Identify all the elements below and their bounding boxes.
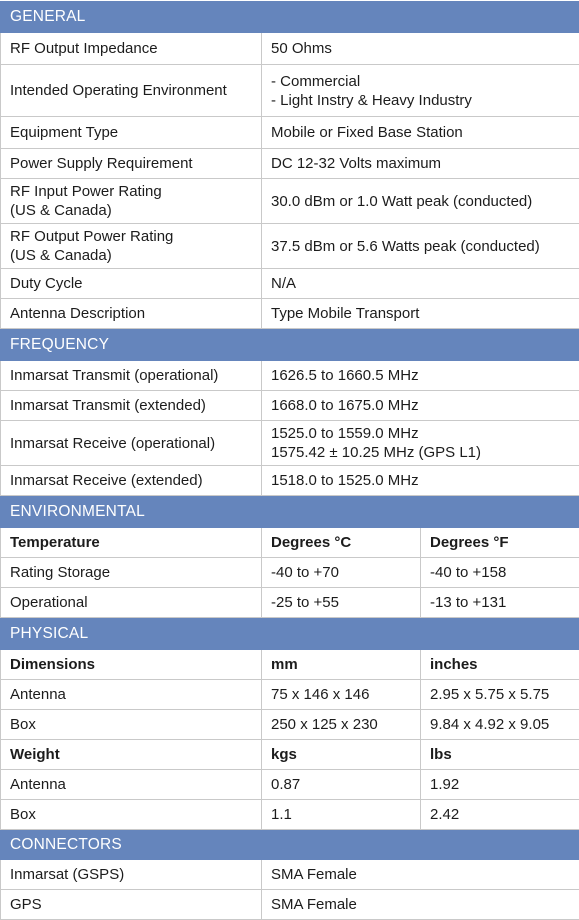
table-row bbox=[1, 770, 579, 800]
section-title: GENERAL bbox=[1, 1, 579, 33]
table-cell: 2.42 bbox=[421, 800, 579, 830]
spec-value: 1668.0 to 1675.0 MHz bbox=[262, 391, 579, 421]
table-row bbox=[1, 299, 579, 329]
table-row bbox=[1, 65, 579, 117]
spec-label: Inmarsat Receive (operational) bbox=[1, 421, 262, 466]
table-cell: 1.92 bbox=[421, 770, 579, 800]
table-cell: Rating Storage bbox=[1, 558, 262, 588]
column-header: lbs bbox=[421, 740, 579, 770]
table-cell: -40 to +70 bbox=[262, 558, 421, 588]
spec-label: Inmarsat (GSPS) bbox=[1, 860, 262, 890]
spec-label: Inmarsat Transmit (operational) bbox=[1, 361, 262, 391]
spec-value: SMA Female bbox=[262, 890, 579, 920]
spec-label: Duty Cycle bbox=[1, 269, 262, 299]
table-row bbox=[1, 117, 579, 149]
section-header-environmental bbox=[1, 496, 579, 528]
table-row bbox=[1, 149, 579, 179]
table-row bbox=[1, 558, 579, 588]
table-cell: -40 to +158 bbox=[421, 558, 579, 588]
table-row bbox=[1, 269, 579, 299]
table-row bbox=[1, 361, 579, 391]
table-cell: Antenna bbox=[1, 680, 262, 710]
section-title: CONNECTORS bbox=[1, 830, 579, 860]
spec-value: 50 Ohms bbox=[262, 33, 579, 65]
table-cell: 1.1 bbox=[262, 800, 421, 830]
spec-value: DC 12-32 Volts maximum bbox=[262, 149, 579, 179]
section-title: ENVIRONMENTAL bbox=[1, 496, 579, 528]
spec-label: Power Supply Requirement bbox=[1, 149, 262, 179]
spec-value: Mobile or Fixed Base Station bbox=[262, 117, 579, 149]
column-header: Degrees °C bbox=[262, 528, 421, 558]
table-cell: -13 to +131 bbox=[421, 588, 579, 618]
section-title: FREQUENCY bbox=[1, 329, 579, 361]
spec-label: Equipment Type bbox=[1, 117, 262, 149]
spec-value: 37.5 dBm or 5.6 Watts peak (conducted) bbox=[262, 224, 579, 269]
table-row bbox=[1, 588, 579, 618]
table-cell: 250 x 125 x 230 bbox=[262, 710, 421, 740]
table-cell: Box bbox=[1, 710, 262, 740]
table-row bbox=[1, 391, 579, 421]
spec-value: 30.0 dBm or 1.0 Watt peak (conducted) bbox=[262, 179, 579, 224]
table-row bbox=[1, 179, 579, 224]
spec-label: RF Input Power Rating (US & Canada) bbox=[1, 179, 262, 224]
section-title: PHYSICAL bbox=[1, 618, 579, 650]
table-cell: Box bbox=[1, 800, 262, 830]
spec-label: Inmarsat Transmit (extended) bbox=[1, 391, 262, 421]
column-header: Weight bbox=[1, 740, 262, 770]
column-header: Degrees °F bbox=[421, 528, 579, 558]
table-row bbox=[1, 680, 579, 710]
spec-label: Inmarsat Receive (extended) bbox=[1, 466, 262, 496]
table-cell: 9.84 x 4.92 x 9.05 bbox=[421, 710, 579, 740]
spec-label: RF Output Power Rating (US & Canada) bbox=[1, 224, 262, 269]
spec-value: 1518.0 to 1525.0 MHz bbox=[262, 466, 579, 496]
column-header: inches bbox=[421, 650, 579, 680]
table-row bbox=[1, 421, 579, 466]
column-header: kgs bbox=[262, 740, 421, 770]
section-header-frequency bbox=[1, 329, 579, 361]
spec-label: GPS bbox=[1, 890, 262, 920]
table-cell: Operational bbox=[1, 588, 262, 618]
table-row bbox=[1, 466, 579, 496]
spec-value: - Commercial - Light Instry & Heavy Industry bbox=[262, 65, 579, 117]
table-cell: -25 to +55 bbox=[262, 588, 421, 618]
column-header: Dimensions bbox=[1, 650, 262, 680]
table-cell: Antenna bbox=[1, 770, 262, 800]
table-row bbox=[1, 890, 579, 920]
table-row bbox=[1, 33, 579, 65]
column-header-row bbox=[1, 528, 579, 558]
spec-value: SMA Female bbox=[262, 860, 579, 890]
column-header: Temperature bbox=[1, 528, 262, 558]
column-header-row bbox=[1, 740, 579, 770]
spec-label: Intended Operating Environment bbox=[1, 65, 262, 117]
section-header-connectors bbox=[1, 830, 579, 860]
table-cell: 2.95 x 5.75 x 5.75 bbox=[421, 680, 579, 710]
column-header: mm bbox=[262, 650, 421, 680]
spec-value: Type Mobile Transport bbox=[262, 299, 579, 329]
spec-value: 1626.5 to 1660.5 MHz bbox=[262, 361, 579, 391]
table-cell: 75 x 146 x 146 bbox=[262, 680, 421, 710]
spec-label: Antenna Description bbox=[1, 299, 262, 329]
section-header-physical bbox=[1, 618, 579, 650]
column-header-row bbox=[1, 650, 579, 680]
spec-value: N/A bbox=[262, 269, 579, 299]
section-header-general bbox=[1, 1, 579, 33]
table-cell: 0.87 bbox=[262, 770, 421, 800]
table-row bbox=[1, 860, 579, 890]
spec-value: 1525.0 to 1559.0 MHz 1575.42 ± 10.25 MHz (GPS L1) bbox=[262, 421, 579, 466]
spec-label: RF Output Impedance bbox=[1, 33, 262, 65]
table-row bbox=[1, 800, 579, 830]
table-row bbox=[1, 710, 579, 740]
table-row bbox=[1, 224, 579, 269]
